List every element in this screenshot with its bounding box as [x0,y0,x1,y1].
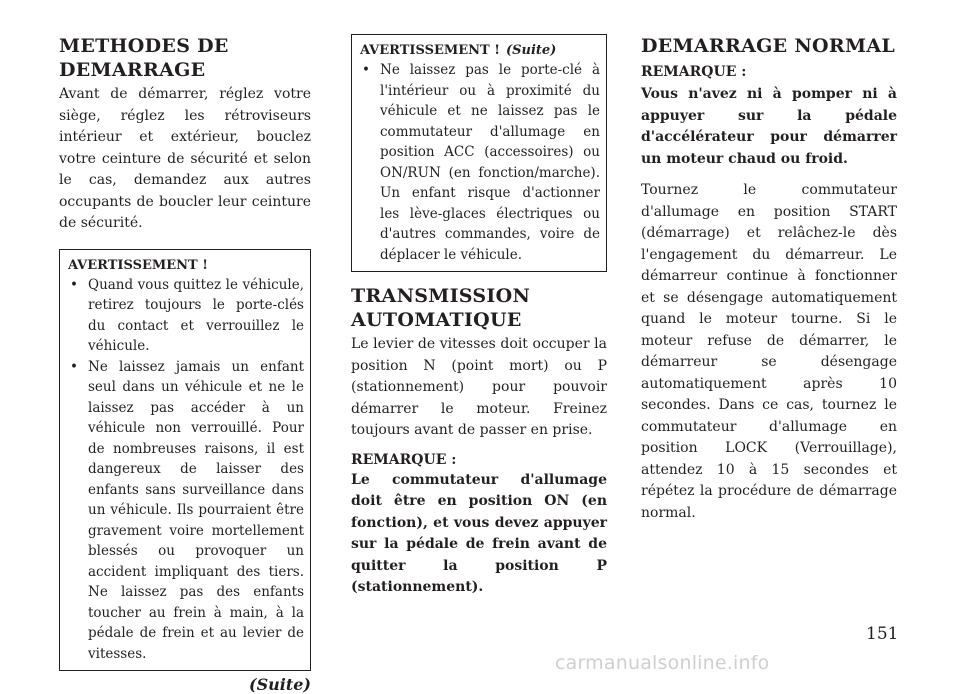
remark-text: Vous n'avez ni à pomper ni à appuyer sur la pédale d'accélérateur pour démarrer un moteur chaud ou froid. [641,86,897,167]
warning-title: AVERTISSEMENT ! [360,43,500,58]
warning-continued-label: (Suite) [505,43,557,58]
section-title-transmission: TRANSMISSION AUTOMATIQUE [351,285,531,331]
warning-item: • Quand vous quittez le véhicule, retirez toujours le porte-clés du contact et verrouillez le véhicule. [68,275,304,357]
column-3 [641,34,897,524]
warning-title: AVERTISSEMENT ! [68,257,208,273]
warning-title-continued [360,41,600,60]
remark-label: REMARQUE : [351,451,457,468]
warning-list [68,275,304,665]
page-number: 151 [866,624,899,644]
warning-item: • Ne laissez jamais un enfant seul dans un véhicule et ne le laissez pas accéder à un véhicule non verrouillé. Pour de nombreuses raisons, il est dangereux de laisser des enfants sans surveillance dans un véhicule. Ils pourraient être gravement voire mortellement blessés ou provoquer un accident impliquant des tiers. Ne laissez pas des enfants toucher au frein à main, à la pédale de frein et au levier de vitesses. [68,357,304,665]
column-1 [59,34,311,694]
warning-item: • Ne laissez pas le porte-clé à l'intérieur ou à proximité du véhicule et ne laissez pas le commutateur d'allumage en position ACC (accessoires) ou ON/RUN (en fonction/marche). Un enfant risque d'actionner les lève-glaces électriques ou d'autres commandes, voire de déplacer le véhicule. [360,60,600,265]
demarrage-paragraph: Tournez le commutateur d'allumage en position START (démarrage) et relâchez-le dès l'engagement du démarreur. Le démarreur continue à fonctionner et se désengage automatiquement quand le moteur tourne. Si le moteur refuse de démarrer, le démarreur se désengage automatiquement après 10 secondes. Dans ce cas, tournez le commutateur d'allumage en position LOCK (Verrouillage), attendez 10 à 15 secondes et répétez la procédure de démarrage normal. [641,182,897,521]
watermark: carmanualsonline.info [555,652,770,674]
warning-box-2 [351,34,607,272]
transmission-paragraph: Le levier de vitesses doit occuper la position N (point mort) ou P (stationnement) pour pouvoir démarrer le moteur. Freinez toujours avant de passer en prise. [351,336,607,438]
section-title-demarrage-normal: DEMARRAGE NORMAL [641,35,896,57]
remark-label: REMARQUE : [641,64,747,80]
remark-text: Le commutateur d'allumage doit être en position ON (en fonction), et vous devez appuyer sur la pédale de frein avant de quitter la position P (stationnement). [351,471,607,595]
intro-paragraph: Avant de démarrer, réglez votre siège, réglez les rétroviseurs intérieur et extérieur, bouclez votre ceinture de sécurité et selon le cas, demandez aux autres occupants de boucler leur ceinture de sécurité. [59,86,311,231]
warning-box-1 [59,249,311,672]
continued-label: (Suite) [249,675,311,694]
section-title-methodes: METHODES DE DEMARRAGE [59,35,229,81]
warning-list [360,60,600,265]
column-2 [351,34,607,599]
